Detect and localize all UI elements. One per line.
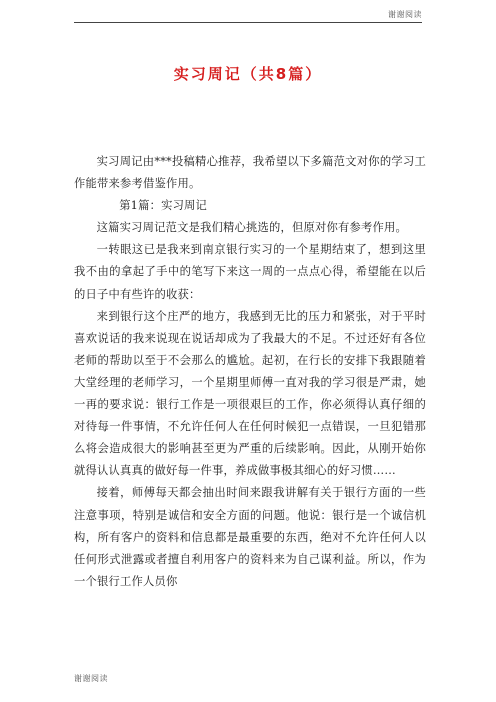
footer-label: 谢谢阅读 bbox=[74, 674, 108, 683]
section-heading: 第1篇：实习周记 bbox=[119, 199, 208, 213]
header-divider bbox=[74, 22, 422, 23]
header-label: 谢谢阅读 bbox=[388, 10, 422, 19]
intro-paragraph: 实习周记由***投稿精心推荐，我希望以下多篇范文对你的学习工作能带来参考借鉴作用。 bbox=[74, 155, 426, 191]
body-paragraph: 这篇实习周记范文是我们精心挑选的，但原对你有参考作用。 bbox=[96, 221, 408, 235]
body-paragraph: 来到银行这个庄严的地方，我感到无比的压力和紧张，对于平时喜欢说话的我来说现在说话却成为了我最大的不足。不过还好有各位老师的帮助以至于不会那么的尴尬。起初，在行长的安排下我跟随着大堂经理的老师学习，一个星期里师傅一直对我的学习很是严肃，她一再的要求说：银行工作是一项很艰巨的工作，你必须得认真仔细的对待每一件事情，不允许任何人在任何时候犯一点错误，一旦犯错那么将会造成很大的影响甚至更为严重的后续影响。因此，从刚开始你就得认认真真的做好每一件事，养成做事极其细心的好习惯…… bbox=[74, 309, 426, 478]
body-paragraph: 接着，师傅每天都会抽出时间来跟我讲解有关于银行方面的一些注意事项，特别是诚信和安全方面的问题。他说：银行是一个诚信机构，所有客户的资料和信息都是最重要的东西，绝对不允许任何人以任何形式泄露或者擅自利用客户的资料来为自己谋利益。所以，作为一个银行工作人员你 bbox=[74, 486, 426, 588]
document-body bbox=[74, 151, 426, 593]
document-title: 实习周记（共8篇） bbox=[173, 65, 323, 83]
body-paragraph: 一转眼这已是我来到南京银行实习的一个星期结束了，想到这里我不由的拿起了手中的笔写下来这一周的一点点心得，希望能在以后的日子中有些许的收获： bbox=[74, 243, 426, 301]
